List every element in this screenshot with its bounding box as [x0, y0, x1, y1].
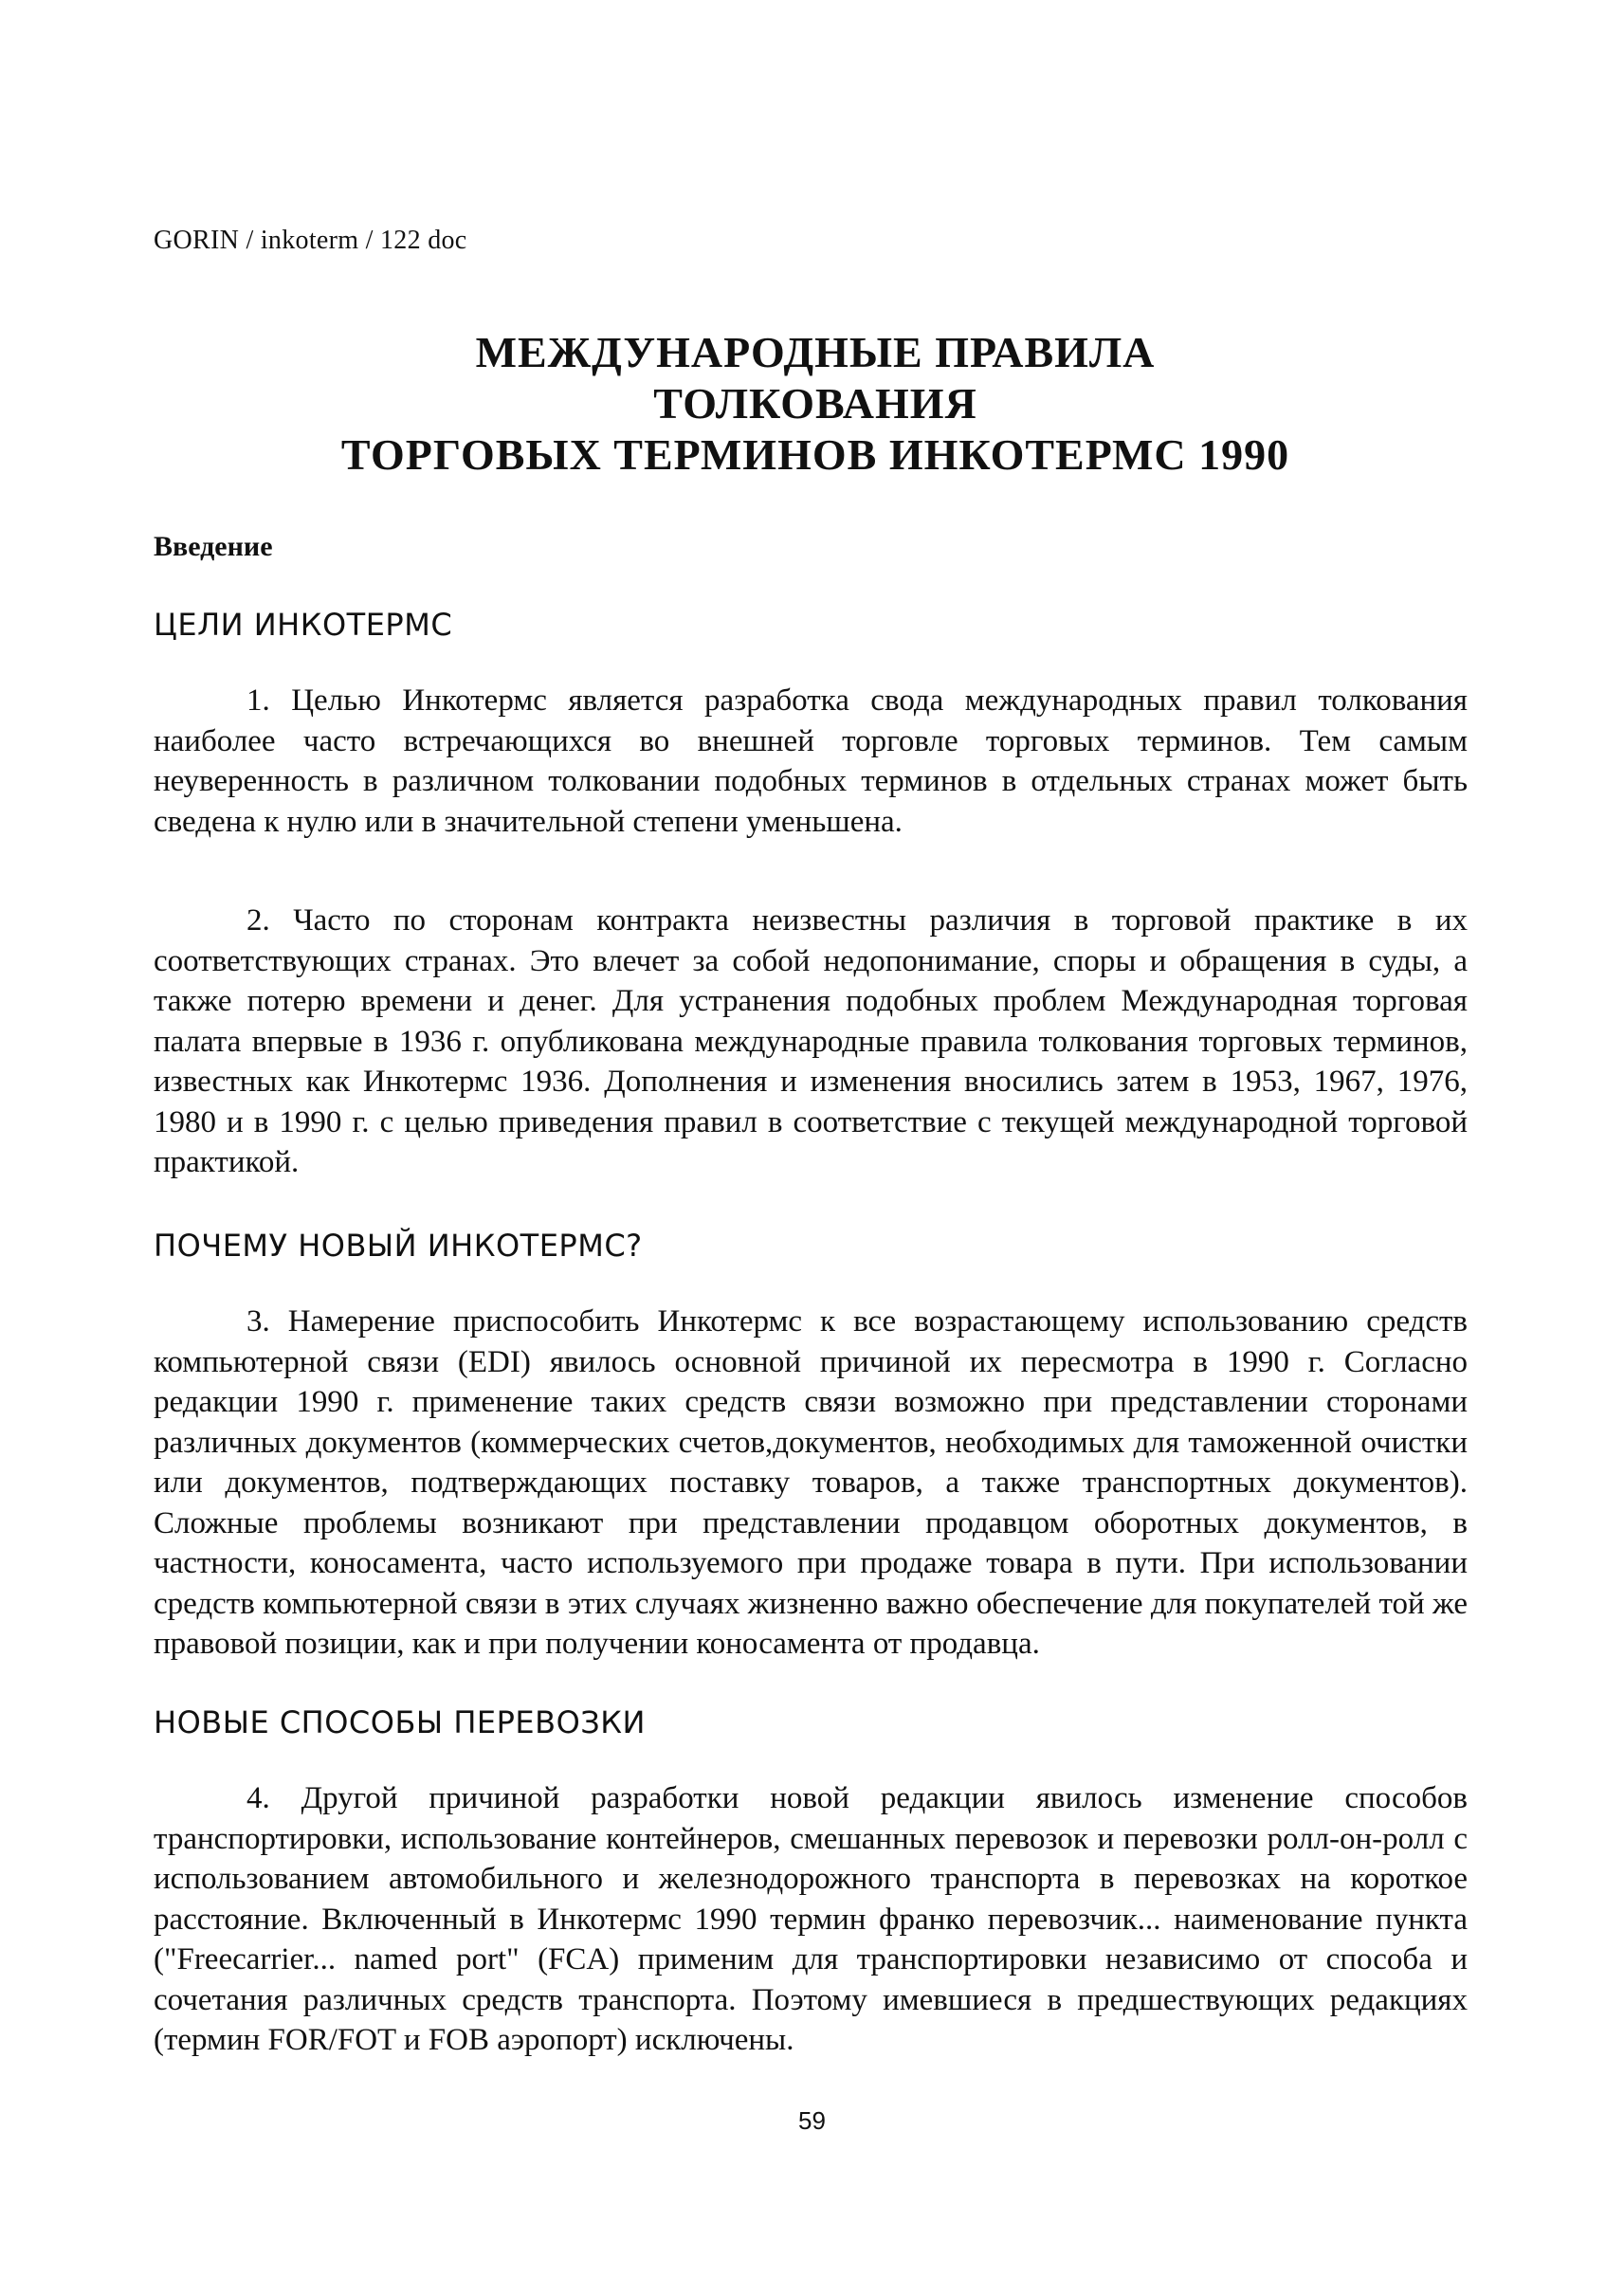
paragraph-3: 3. Намерение приспособить Инкотермс к все возрастающему использованию средств компьютерной связи (EDI) явилось основной причиной их пересмотра в 1990 г. Согласно редакции 1990 г. применение таких средств связи возможно при представлении сторонами различных документов (коммерческих счетов,документов, необходимых для таможенной очистки или документов, подтверждающих поставку товаров, а также транспортных документов). Сложные проблемы возникают при представлении продавцом оборотных документов, в частности, коносамента, часто используемого при продаже товара в пути. При использовании средств компьютерной связи в этих случаях жизненно важно обеспечение для покупателей той же правовой позиции, как и при получении коносамента от продавца. [154, 1304, 1468, 1661]
section-heading-why-new: ПОЧЕМУ НОВЫЙ ИНКОТЕРМС? [154, 1228, 643, 1264]
page-number: 59 [798, 2106, 826, 2135]
document-title [313, 327, 1318, 481]
title-line-2: ТОРГОВЫХ ТЕРМИНОВ ИНКОТЕРМС 1990 [340, 430, 1290, 479]
intro-label: Введение [154, 531, 273, 562]
title-line-1: МЕЖДУНАРОДНЫЕ ПРАВИЛА ТОЛКОВАНИЯ [475, 328, 1156, 428]
document-header-ref: GORIN / inkoterm / 122 doc [154, 226, 467, 255]
paragraph-4: 4. Другой причиной разработки новой редакции явилось изменение способов транспортировки, использование контейнеров, смешанных перевозок и перевозки ролл-он-ролл с использованием автомобильного и железнодорожного транспорта в перевозках на короткое расстояние. Включенный в Инкотермс 1990 термин франко перевозчик... наименование пункта ("Freecarrier... named port" (FCA) применим для транспортировки независимо от способа и сочетания различных средств транспорта. Поэтому имевшиеся в предшествующих редакциях (термин FOR/FOT и FOB аэропорт) исключены. [154, 1781, 1468, 2057]
paragraph-2: 2. Часто по сторонам контракта неизвестны различия в торговой практике в их соответствующих странах. Это влечет за собой недопонимание, споры и обращения в суды, а также потерю времени и денег. Для устранения подобных проблем Международная торговая палата впервые в 1936 г. опубликована международные правила толкования торговых терминов, известных как Инкотермс 1936. Дополнения и изменения вносились затем в 1953, 1967, 1976, 1980 и в 1990 г. с целью приведения правил в соответствие с текущей международной торговой практикой. [154, 903, 1468, 1179]
section-heading-goals: ЦЕЛИ ИНКОТЕРМС [154, 607, 453, 643]
paragraph-1: 1. Целью Инкотермс является разработка свода международных правил толкования наиболее часто встречающихся во внешней торговле торговых терминов. Тем самым неуверенность в различном толковании подобных терминов в отдельных странах может быть сведена к нулю или в значительной степени уменьшена. [154, 683, 1468, 839]
section-heading-transport: НОВЫЕ СПОСОБЫ ПЕРЕВОЗКИ [154, 1704, 646, 1740]
